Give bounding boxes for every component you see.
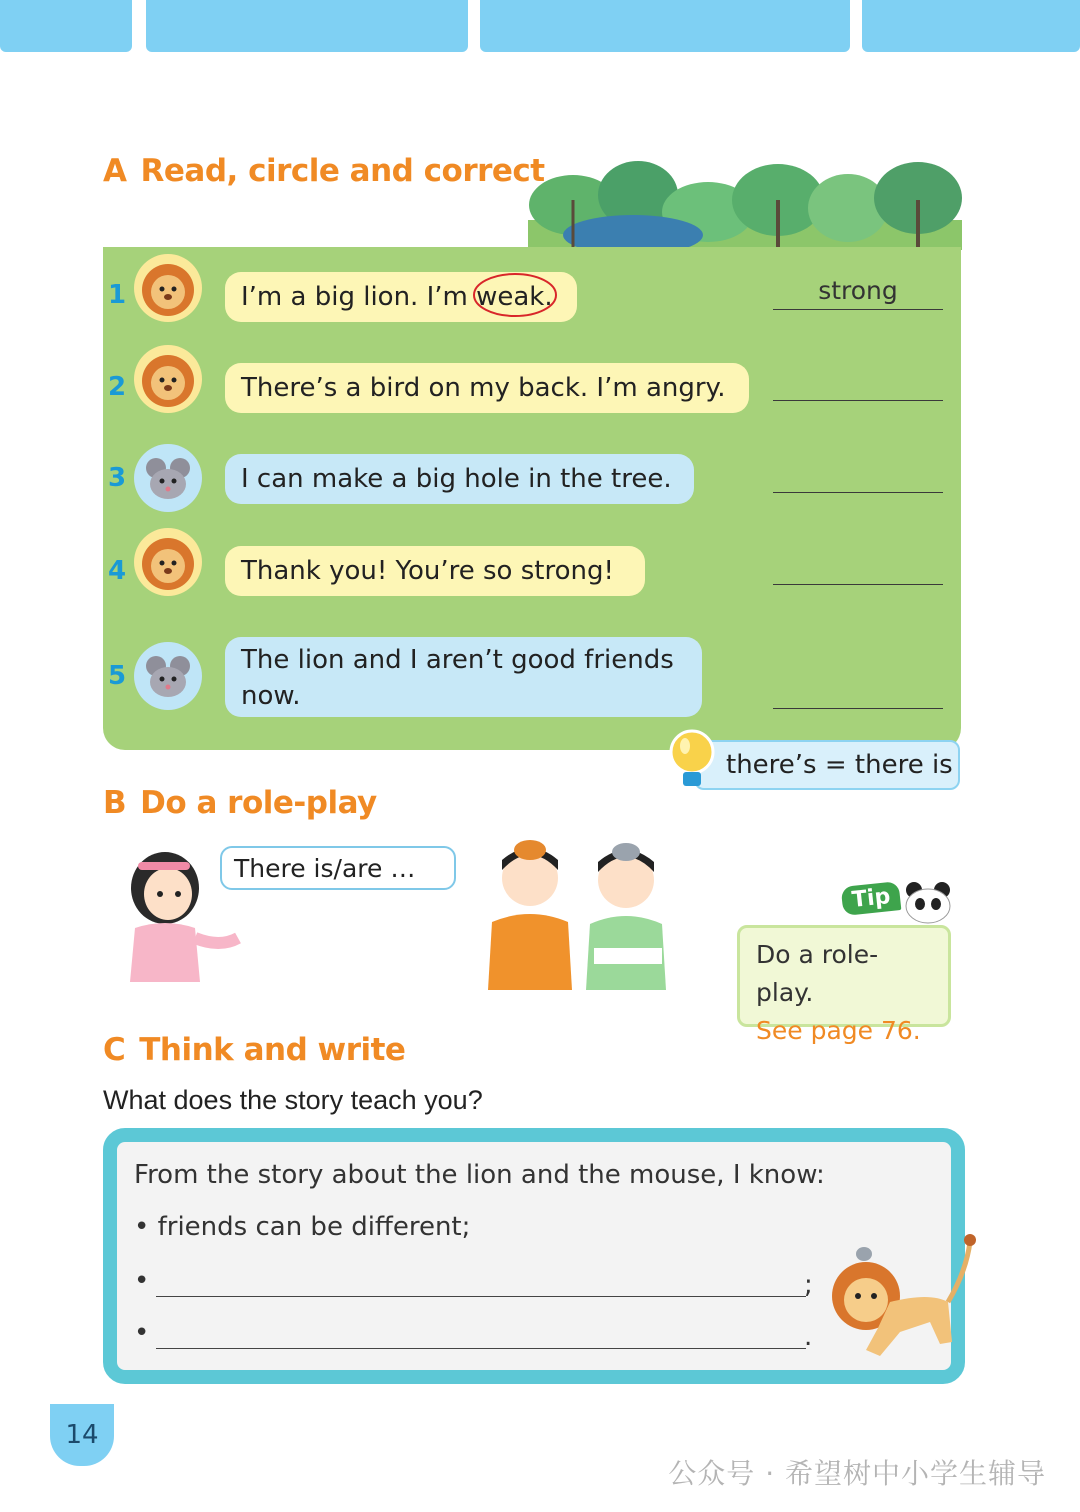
speech-bubble-girl: There is/are …: [220, 846, 456, 890]
lion-avatar: [134, 528, 202, 596]
answer-text: strong: [818, 276, 898, 305]
answer-line[interactable]: [773, 308, 943, 310]
section-a-title: A Read, circle and correct: [103, 153, 545, 189]
row-number: 2: [108, 372, 127, 402]
bullet-2: •: [134, 1266, 150, 1296]
tip-label: Tip: [841, 881, 902, 916]
tip-card: [737, 925, 951, 1045]
mouse-avatar: [134, 444, 202, 512]
bullet-2-end: ;: [804, 1270, 813, 1300]
tip-line-1: Do a role-play.: [756, 940, 879, 1007]
section-b-title: B Do a role-play: [103, 785, 377, 821]
top-decoration-bar: [0, 0, 1080, 62]
row-number: 5: [108, 661, 127, 691]
forest-illustration: [528, 160, 962, 250]
speech-bubble: There’s a bird on my back. I’m angry.: [225, 363, 749, 413]
speech-bubble: The lion and I aren’t good friends now.: [225, 637, 702, 717]
tip-box: there’s = there is: [694, 740, 960, 790]
lightbulb-icon: [668, 728, 716, 794]
row-number: 4: [108, 556, 127, 586]
answer-line[interactable]: [773, 399, 943, 401]
speech-bubble: Thank you! You’re so strong!: [225, 546, 645, 596]
row-number: 3: [108, 463, 127, 493]
write-line-3[interactable]: [156, 1347, 806, 1349]
lion-mouse-illustration: [820, 1232, 976, 1366]
boys-illustration: [478, 840, 678, 990]
answer-line[interactable]: [773, 491, 943, 493]
row-number: 1: [108, 280, 127, 310]
section-c-title: C Think and write: [103, 1032, 406, 1068]
bullet-3-end: .: [804, 1322, 813, 1352]
answer-line[interactable]: [773, 583, 943, 585]
lion-avatar: [134, 254, 202, 322]
intro-text: From the story about the lion and the mouse, I know:: [134, 1160, 825, 1190]
bullet-3: •: [134, 1318, 150, 1348]
tip-page-reference: See page 76.: [756, 1016, 921, 1045]
write-line-2[interactable]: [156, 1295, 806, 1297]
question-text: What does the story teach you?: [103, 1085, 483, 1115]
watermark: 公众号 · 希望树中小学生辅导: [668, 1457, 1046, 1490]
answer-line[interactable]: [773, 707, 943, 709]
page-number: 14: [50, 1404, 114, 1466]
lion-avatar: [134, 345, 202, 413]
panda-icon: [900, 880, 956, 924]
bullet-1: • friends can be different;: [134, 1212, 471, 1242]
circle-mark: [472, 270, 560, 320]
speech-bubble: I can make a big hole in the tree.: [225, 454, 694, 504]
mouse-avatar: [134, 642, 202, 710]
speech-bubble: I’m a big lion. I’m weak.: [225, 272, 577, 322]
